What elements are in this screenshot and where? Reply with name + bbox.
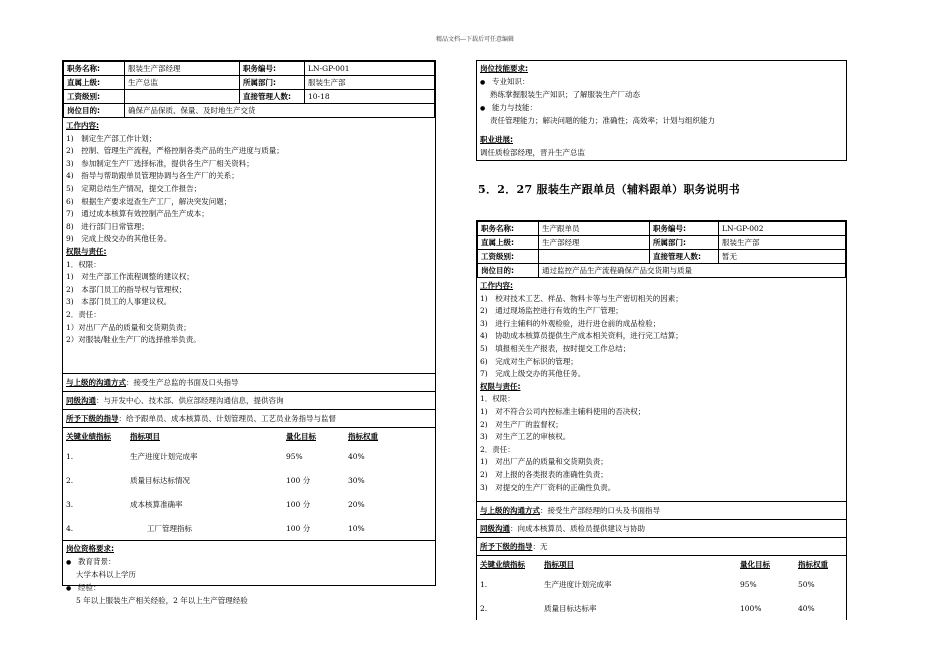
label-job-title: 职务名称: [64, 62, 125, 76]
right-skills-panel [476, 60, 847, 161]
list-item: 1）对出厂产品的质量和交货期负责； [66, 322, 191, 332]
right-kpi-table [477, 555, 846, 620]
left-info-table [63, 61, 435, 118]
table-row [477, 596, 846, 620]
comm-superior-text: ：接受生产总监的书面及口头指导 [126, 378, 239, 387]
list-item: 3) 本部门员工的人事建议权。 [66, 297, 172, 307]
kpi-cell: 40% [348, 451, 365, 461]
table-row [63, 468, 435, 492]
value-job-title: 服装生产部经理 [125, 62, 240, 76]
value-job-code: LN-GP-002 [719, 222, 846, 236]
kpi-cell: 20% [348, 499, 365, 509]
qualification-title: 岗位资格要求: [66, 544, 114, 553]
list-item: 4) 指导与帮助跟单员管理协调与各生产厂的关系； [66, 171, 239, 181]
comm-subordinate-label: 所予下级的指导 [66, 414, 119, 423]
left-job-description [62, 60, 436, 606]
label-direct-reports: 直接管理人数: [650, 250, 719, 264]
list-item: 2) 对上报的各类报表的准确性负责； [480, 469, 608, 479]
list-item: 3) 对提交的生产厂资料的正确性负责。 [480, 482, 616, 492]
kpi-cell: 95% [740, 579, 757, 589]
label-superior: 直属上级: [478, 236, 539, 250]
left-kpi-table [63, 427, 435, 540]
kpi-cell: 1. [66, 451, 74, 461]
table-row [63, 492, 435, 516]
list-item: 5 年以上服装生产相关经验，2 年以上生产管理经验 [76, 596, 248, 606]
kpi-cell: 40% [798, 603, 815, 613]
list-item: ● 教育背景： [66, 556, 432, 570]
comm-superior-row [477, 501, 846, 519]
list-item: 9) 完成上级交办的其他任务。 [66, 234, 172, 244]
label-job-title: 职务名称: [478, 222, 539, 236]
kpi-cell: 2. [480, 603, 488, 613]
comm-subordinate-row [63, 409, 435, 427]
kpi-cell: 100 分 [286, 523, 311, 533]
list-item: 熟练掌握服装生产知识；了解服装生产厂动态 [490, 90, 640, 100]
list-item: 5) 定期总结生产情况，提交工作报告； [66, 183, 202, 193]
comm-subordinate-label: 所予下级的指导 [480, 542, 533, 551]
list-item: 1．权限： [66, 259, 101, 269]
label-purpose: 岗位目的: [64, 104, 125, 118]
table-row [477, 572, 846, 596]
kpi-header: 指标项目 [544, 559, 574, 569]
right-duties-section [477, 278, 846, 501]
kpi-cell: 成本核算准确率 [130, 499, 183, 509]
kpi-cell: 质量目标达标情况 [130, 475, 190, 485]
work-content-list [66, 133, 432, 246]
list-item: 4) 协助成本核算员提供生产成本相关资料，进行完工结算； [480, 331, 683, 341]
list-item: 2）对服装/鞋业生产厂的选择推举负责。 [66, 335, 201, 345]
label-purpose: 岗位目的: [478, 264, 539, 278]
kpi-cell: 95% [286, 451, 303, 461]
kpi-cell: 工厂管理指标 [147, 523, 192, 533]
comm-peer-label: 同级沟通 [480, 524, 510, 533]
list-item: 3) 对生产工艺的审核权。 [480, 432, 571, 442]
list-item: 6) 根据生产要求逗查生产工厂，解决突发问题； [66, 196, 232, 206]
kpi-header: 指标权重 [798, 559, 828, 569]
kpi-cell: 3. [66, 499, 74, 509]
list-item: 1) 对不符合公司内控标准主辅料使用的否决权； [480, 406, 646, 416]
list-item: 5) 填报相关生产报表，按时提交工作总结； [480, 343, 631, 353]
kpi-cell: 1. [480, 579, 488, 589]
table-row [63, 516, 435, 540]
kpi-header: 指标权重 [348, 431, 378, 441]
comm-superior-label: 与上级的沟通方式 [480, 506, 540, 515]
label-department: 所属部门: [240, 76, 305, 90]
section-title: 5．2．27 服装生产跟单员（辅料跟单）职务说明书 [478, 183, 740, 196]
right-info-table [477, 221, 846, 278]
comm-superior-label: 与上级的沟通方式 [66, 378, 126, 387]
kpi-cell: 10% [348, 523, 365, 533]
label-direct-reports: 直接管理人数: [240, 90, 305, 104]
list-item: 2) 本部门员工的指导权与管理权； [66, 284, 187, 294]
label-salary-level: 工资级别: [64, 90, 125, 104]
authority-list [66, 259, 432, 347]
comm-peer-row [63, 391, 435, 409]
comm-peer-text: ：与开发中心、技术部、供应部经理沟通信息，提供咨询 [96, 396, 284, 405]
kpi-cell: 100 分 [286, 499, 311, 509]
right-job-description [476, 220, 847, 620]
authority-title: 权限与责任: [66, 246, 107, 256]
value-purpose: 通过监控产品生产流程确保产品交货期与质量 [539, 264, 846, 278]
kpi-header: 关键业绩指标 [66, 431, 111, 441]
comm-subordinate-row [477, 537, 846, 555]
kpi-cell: 100 分 [286, 475, 311, 485]
label-job-code: 职务编号: [240, 62, 305, 76]
value-direct-reports: 10-18 [305, 90, 435, 104]
authority-title: 权限与责任: [480, 381, 521, 391]
value-department: 服装生产部 [719, 236, 846, 250]
comm-peer-text: ：向成本核算员、质检员提供建议与协助 [510, 524, 645, 533]
list-item: ● 经验： [66, 582, 432, 596]
label-salary-level: 工资级别: [478, 250, 539, 264]
list-item: 1) 校对技术工艺、样品、物料卡等与生产密切相关的因素； [480, 293, 683, 303]
kpi-cell: 2. [66, 475, 74, 485]
comm-superior-row [63, 373, 435, 391]
list-item: 大学本科以上学历 [76, 570, 136, 580]
label-job-code: 职务编号: [650, 222, 719, 236]
work-content-title: 工作内容: [66, 121, 99, 130]
career-text: 调任质检部经理，晋升生产总监 [480, 147, 585, 157]
value-salary-level [125, 90, 240, 104]
list-item: 7) 完成上级交办的其他任务。 [480, 369, 586, 379]
list-item: ● 能力与技能： [480, 102, 843, 116]
list-item: 8) 进行部门日常管理； [66, 221, 149, 231]
value-superior: 生产部经理 [539, 236, 650, 250]
kpi-cell: 30% [348, 475, 365, 485]
value-superior: 生产总监 [125, 76, 240, 90]
value-job-title: 生产跟单员 [539, 222, 650, 236]
career-title: 职业进展: [480, 134, 513, 144]
list-item: 1) 制定生产部工作计划； [66, 133, 157, 143]
value-department: 服装生产部 [305, 76, 435, 90]
authority-list [480, 393, 843, 494]
kpi-cell: 生产进度计划完成率 [130, 451, 198, 461]
comm-peer-label: 同级沟通 [66, 396, 96, 405]
list-item: 1) 对出厂产品的质量和交货期负责； [480, 457, 608, 467]
comm-subordinate-text: ：给予跟单员、成本核算员、计划管理员、工艺员业务指导与监督 [118, 414, 336, 423]
list-item: 2) 对生产厂的监督权； [480, 419, 563, 429]
list-item: 2) 控制、管理生产流程，严格控制各类产品的生产进度与质量； [66, 146, 284, 156]
kpi-cell: 生产进度计划完成率 [544, 579, 612, 589]
kpi-header: 指标项目 [130, 431, 160, 441]
work-content-list [480, 293, 843, 381]
list-item: 1) 对生产部工作流程调整的建议权； [66, 272, 194, 282]
list-item: 3) 参加制定生产厂选择标准，提供各生产厂相关资料； [66, 158, 254, 168]
kpi-cell: 4. [66, 523, 74, 533]
kpi-cell: 100% [740, 603, 762, 613]
list-item: 7) 通过成本核算有效控制产品生产成本； [66, 209, 209, 219]
value-direct-reports: 暂无 [719, 250, 846, 264]
skills-title: 岗位技能要求: [480, 64, 528, 73]
list-item: ● 专业知识： [480, 76, 843, 90]
kpi-cell: 50% [798, 579, 815, 589]
kpi-header: 量化目标 [740, 559, 770, 569]
comm-superior-text: ：接受生产部经理的口头及书面指导 [540, 506, 660, 515]
value-salary-level [539, 250, 650, 264]
label-superior: 直属上级: [64, 76, 125, 90]
work-content-title: 工作内容: [480, 281, 513, 290]
list-item: 6) 完成对生产标识的管理； [480, 356, 578, 366]
list-item: 2) 通过现场监控进行有效的生产厂管理； [480, 306, 623, 316]
kpi-cell: 质量目标达标率 [544, 603, 597, 613]
label-department: 所属部门: [650, 236, 719, 250]
list-item: 1．权限： [480, 394, 515, 404]
kpi-header: 量化目标 [286, 431, 316, 441]
page-header: 精品文档---下载后可任意编辑 [435, 36, 515, 43]
comm-subordinate-text: ：无 [532, 542, 548, 551]
table-row [63, 444, 435, 468]
qualification-section [63, 540, 435, 611]
list-item: 责任管理能力；解决问题的能力；准确性；高效率；计划与组织能力 [490, 116, 715, 126]
list-item: 3) 进行主辅料的外观检验，进行进仓前的成品检验； [480, 318, 661, 328]
list-item: 2．责任： [66, 309, 101, 319]
left-duties-section [63, 118, 435, 373]
kpi-header: 关键业绩指标 [480, 559, 525, 569]
list-item: 2．责任： [480, 444, 515, 454]
comm-peer-row [477, 519, 846, 537]
value-purpose: 确保产品保质、保量、及时地生产交货 [125, 104, 435, 118]
value-job-code: LN-GP-001 [305, 62, 435, 76]
